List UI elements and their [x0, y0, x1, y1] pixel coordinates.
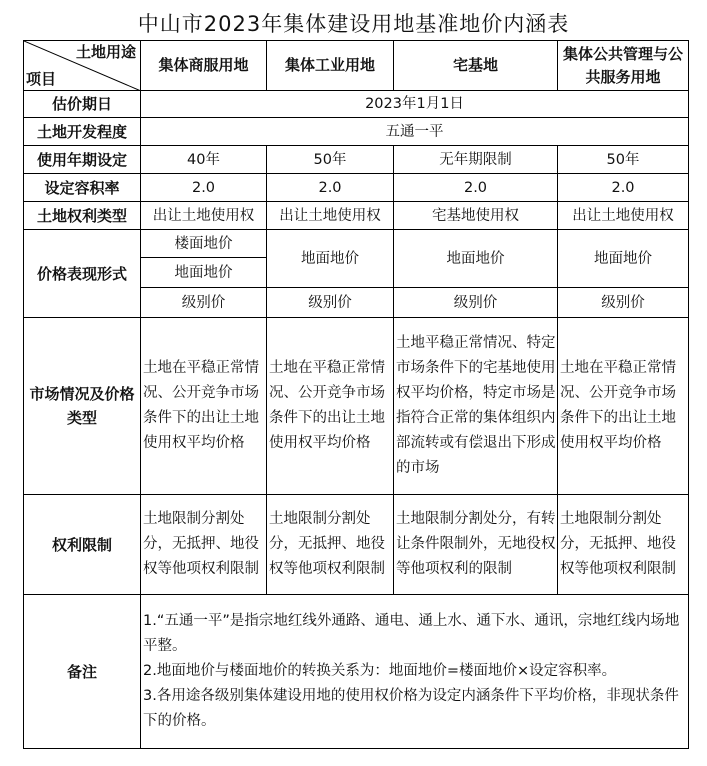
rights-value: 出让土地使用权 — [267, 202, 394, 230]
price-form-value: 级别价 — [558, 288, 689, 318]
far-value: 2.0 — [558, 174, 689, 202]
far-value: 2.0 — [394, 174, 558, 202]
far-value: 2.0 — [141, 174, 267, 202]
price-form-value: 地面地价 — [394, 230, 558, 288]
development-value: 五通一平 — [141, 118, 689, 146]
column-header: 集体商服用地 — [141, 41, 267, 91]
row-label: 使用年期设定 — [24, 146, 141, 174]
limits-value: 土地限制分割处分，无抵押、地役权等他项权利限制 — [141, 495, 267, 595]
rights-row — [24, 202, 689, 230]
limits-value: 土地限制分割处分，无抵押、地役权等他项权利限制 — [558, 495, 689, 595]
column-header: 集体工业用地 — [267, 41, 394, 91]
limits-row — [24, 495, 689, 595]
rights-value: 出让土地使用权 — [558, 202, 689, 230]
row-label: 备注 — [24, 595, 141, 749]
rights-value: 宅基地使用权 — [394, 202, 558, 230]
note-item: 1.“五通一平”是指宗地红线外通路、通电、通上水、通下水、通讯，宗地红线内场地平整。 — [143, 613, 680, 654]
term-value: 40年 — [141, 146, 267, 174]
far-value: 2.0 — [267, 174, 394, 202]
column-header: 集体公共管理与公共服务用地 — [558, 41, 689, 91]
row-label: 市场情况及价格类型 — [24, 318, 141, 495]
term-value: 50年 — [558, 146, 689, 174]
corner-cell — [24, 41, 141, 91]
notes-cell — [141, 595, 689, 749]
price-form-value: 地面地价 — [558, 230, 689, 288]
row-label: 权利限制 — [24, 495, 141, 595]
page-title: 中山市2023年集体建设用地基准地价内涵表 — [137, 12, 570, 36]
far-row — [24, 174, 689, 202]
term-value: 50年 — [267, 146, 394, 174]
market-value: 土地在平稳正常情况、公开竞争市场条件下的出让土地使用权平均价格 — [267, 318, 394, 495]
price-form-value: 级别价 — [394, 288, 558, 318]
price-form-value: 地面地价 — [141, 258, 267, 288]
row-label: 价格表现形式 — [24, 230, 141, 318]
rights-value: 出让土地使用权 — [141, 202, 267, 230]
limits-value: 土地限制分割处分，有转让条件限制外，无地役权等他项权利的限制 — [394, 495, 558, 595]
market-row — [24, 318, 689, 495]
market-value: 土地在平稳正常情况、公开竞争市场条件下的出让土地使用权平均价格 — [141, 318, 267, 495]
development-row — [24, 118, 689, 146]
limits-value: 土地限制分割处分，无抵押、地役权等他项权利限制 — [267, 495, 394, 595]
land-price-table — [23, 40, 689, 749]
market-value: 土地在平稳正常情况、公开竞争市场条件下的出让土地使用权平均价格 — [558, 318, 689, 495]
column-header: 宅基地 — [394, 41, 558, 91]
corner-bottom-label: 项目 — [26, 70, 57, 88]
row-label: 设定容积率 — [24, 174, 141, 202]
row-label: 土地开发程度 — [24, 118, 141, 146]
price-form-value: 楼面地价 — [141, 230, 267, 258]
price-form-value: 地面地价 — [267, 230, 394, 288]
price-form-value: 级别价 — [141, 288, 267, 318]
term-value: 无年期限制 — [394, 146, 558, 174]
row-label: 估价期日 — [24, 91, 141, 118]
valuation-date-value: 2023年1月1日 — [141, 91, 689, 118]
price-form-row — [24, 230, 689, 258]
term-row — [24, 146, 689, 174]
price-form-value: 级别价 — [267, 288, 394, 318]
note-item: 2.地面地价与楼面地价的转换关系为：地面地价=楼面地价×设定容积率。 — [143, 663, 617, 679]
header-row — [24, 41, 689, 91]
corner-top-label: 土地用途 — [75, 43, 136, 61]
row-label: 土地权利类型 — [24, 202, 141, 230]
valuation-date-row — [24, 91, 689, 118]
note-item: 3.各用途各级别集体建设用地的使用权价格为设定内涵条件下平均价格，非现状条件下的价格。 — [143, 688, 679, 729]
notes-row — [24, 595, 689, 749]
market-value: 土地平稳正常情况、特定市场条件下的宅基地使用权平均价格，特定市场是指符合正常的集体组织内部流转或有偿退出下形成的市场 — [394, 318, 558, 495]
